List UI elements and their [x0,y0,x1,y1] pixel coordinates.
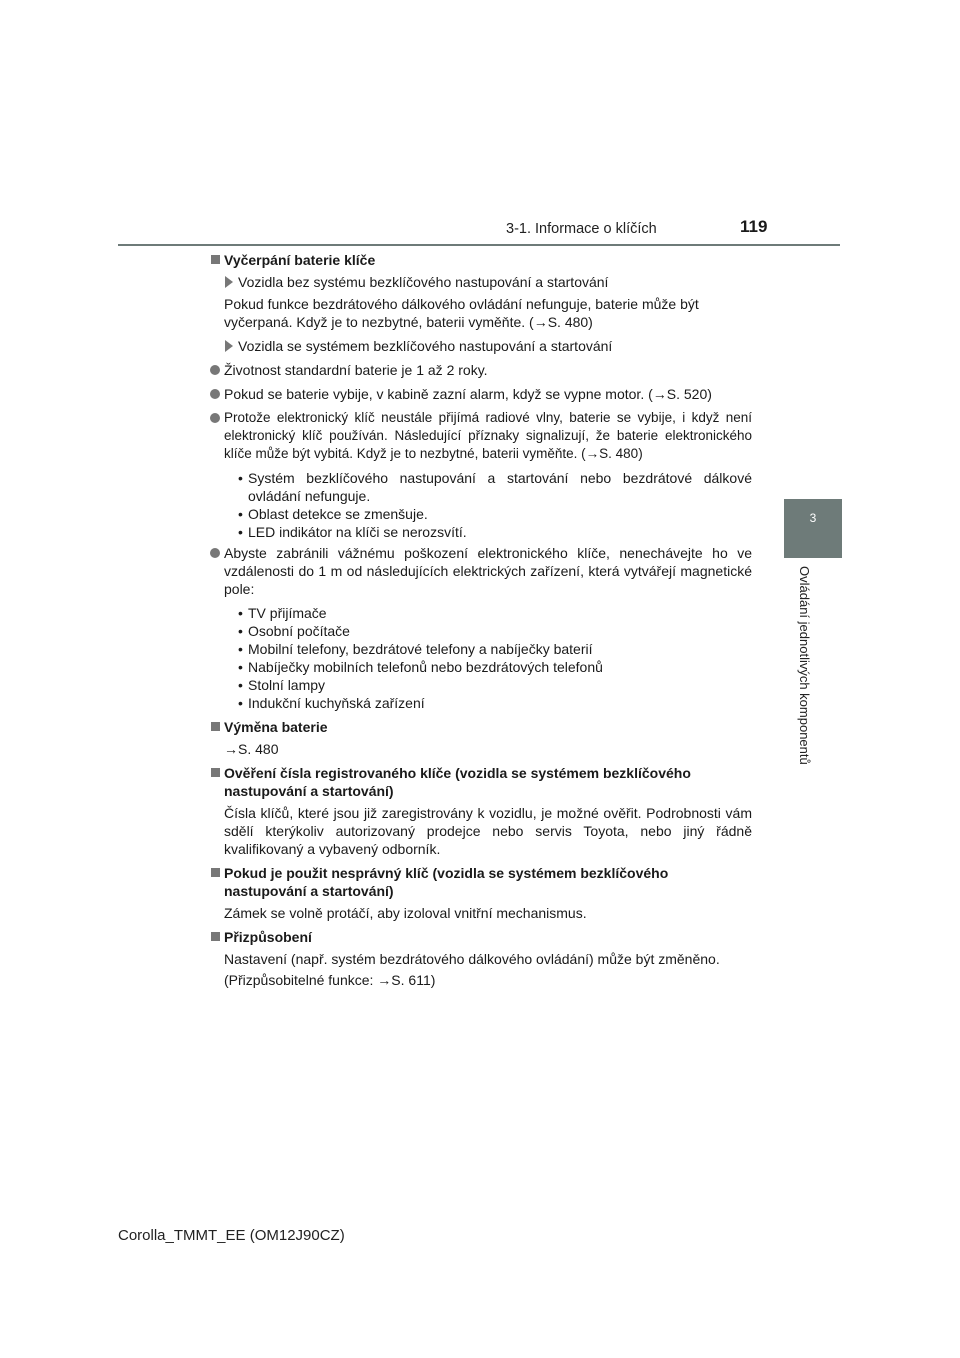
list-item: • Oblast detekce se zmenšuje. [238,506,428,522]
bullet-text: Abyste zabránili vážnému poškození elektronického klíče, nenechávejte ho ve vzdálenosti do 1 m od následujících elektrických zařízení, která vytvářejí magnetické pole: [224,545,752,597]
page-number: 119 [740,217,768,236]
heading-replacement [210,718,752,736]
circle-bullet-icon [210,548,220,558]
list-item: • TV přijímače [238,605,327,621]
list-item: • Stolní lampy [238,677,326,693]
triangle-bullet-icon [225,340,233,352]
document-footer: Corolla_TMMT_EE (OM12J90CZ) [118,1227,345,1244]
heading-text: Ověření čísla registrovaného klíče (vozidla se systémem bezklíčového nastupování a startování) [224,765,691,799]
list-item: • Osobní počítače [238,623,350,639]
bullet-radio-waves [210,409,752,463]
circle-bullet-icon [210,389,220,399]
square-bullet-icon [211,722,220,731]
list-item: • LED indikátor na klíči se nerozsvítí. [238,524,467,540]
heading-text: Přizpůsobení [224,929,312,945]
label-no-system [210,273,752,291]
page-reference: →S. 480 [224,741,279,757]
paragraph-verify: Čísla klíčů, které jsou již zaregistrovány k vozidlu, je možné ověřit. Podrobnosti vám sdělí kterýkoliv autorizovaný prodejce nebo servis Toyota, nebo jiný řádně kvalifikovaný a vybavený odborník. [224,805,752,857]
chapter-label: Ovládání jednotlivých komponentů [797,566,812,765]
list-item: • Indukční kuchyňská zařízení [238,695,425,711]
square-bullet-icon [211,255,220,264]
paragraph-customization: Nastavení (např. systém bezdrátového dálkového ovládání) může být změněno. [224,951,720,967]
heading-battery [210,251,752,269]
paragraph-no-system: Pokud funkce bezdrátového dálkového ovládání nefunguje, baterie může být vyčerpaná. Když je to nezbytné, baterii vyměňte. (→S. 480) [224,296,699,330]
heading-text: Výměna baterie [224,719,328,735]
section-title: 3-1. Informace o klíčích [506,221,657,237]
heading-text: Vyčerpání baterie klíče [224,252,376,268]
heading-text: Pokud je použit nesprávný klíč (vozidla se systémem bezklíčového nastupování a startování) [224,865,669,899]
bullet-text: Pokud se baterie vybije, v kabině zazní alarm, když se vypne motor. (→S. 520) [224,386,712,402]
bullet-magnetic-field [210,544,752,598]
list-item: • Nabíječky mobilních telefonů nebo bezdrátových telefonů [238,659,603,675]
square-bullet-icon [211,768,220,777]
label-with-system [210,337,752,355]
page-reference-customization: (Přizpůsobitelné funkce: →S. 611) [224,972,436,988]
heading-customization [210,928,752,946]
circle-bullet-icon [210,365,220,375]
square-bullet-icon [211,932,220,941]
bullet-battery-life [210,361,752,379]
bullet-text: Životnost standardní baterie je 1 až 2 roky. [224,362,488,378]
bullet-text: Protože elektronický klíč neustále přijímá radiové vlny, baterie se vybije, i když není elektronický klíč používán. Následující příznaky signalizují, že baterie elektronického klíče může být vybitá. Když je to nezbytné, baterii vyměňte. (→S. 480) [224,410,752,461]
list-item: • Systém bezklíčového nastupování a startování nebo bezdrátové dálkové ovládání nefunguje. [238,470,752,504]
triangle-bullet-icon [225,276,233,288]
symptom-list [210,469,752,541]
heading-wrong-key [210,864,752,900]
circle-bullet-icon [210,413,220,423]
label-text: Vozidla se systémem bezklíčového nastupování a startování [238,338,613,354]
header-divider [118,244,840,246]
paragraph-wrong-key: Zámek se volně protáčí, aby izoloval vnitřní mechanismus. [224,905,587,921]
label-text: Vozidla bez systému bezklíčového nastupování a startování [238,274,609,290]
device-list [210,604,752,712]
list-item: • Mobilní telefony, bezdrátové telefony a nabíječky baterií [238,641,593,657]
bullet-alarm [210,385,752,403]
page-content [210,251,752,992]
heading-verify [210,764,752,800]
square-bullet-icon [211,868,220,877]
chapter-tab [784,499,842,558]
chapter-number: 3 [809,511,817,525]
